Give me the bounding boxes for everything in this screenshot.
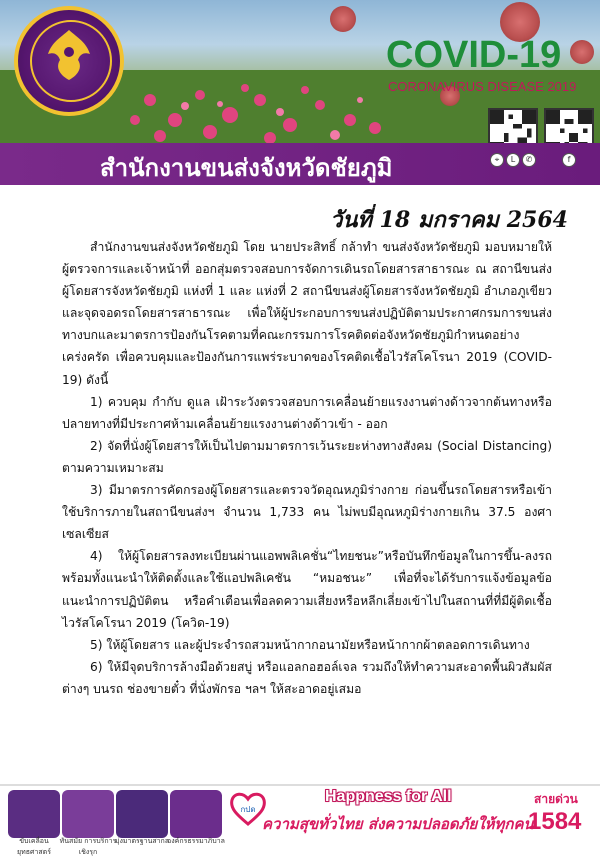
- strategy-logo-label: ขับเคลื่อนยุทธศาสตร์: [17, 837, 51, 856]
- measure-item-3: 3) มีมาตรการคัดกรองผู้โดยสารและตรวจวัดอุณหภูมิร่างกาย ก่อนขึ้นรถโดยสารหรือเข้าใช้บริการภายในสถานีขนส่งฯ จำนวน 1,733 คน ไม่พบมีอุณหภูมิร่างกายเกิน 37.5 องศาเซลเซียส: [62, 483, 552, 542]
- strategy-logo: [8, 790, 60, 838]
- garuda-emblem-icon: [38, 24, 100, 86]
- phone-icon[interactable]: ✆: [522, 153, 536, 167]
- heart-logo-label: กปด: [240, 805, 256, 814]
- covid-subtitle: CORONAVIRUS DISEASE 2019: [388, 79, 577, 94]
- measure-item-4: 4) ให้ผู้โดยสารลงทะเบียนผ่านแอพพลิเคชั่น“ไทยชนะ”หรือบันทึกข้อมูลในการขึ้น-ลงรถ พร้อมทั้งแนะนำให้ติดตั้งและใช้แอปพลิเคชัน “หมอชนะ” เพื่อที่จะได้รับการแจ้งข้อมูลข้อแนะนำการปฏิบัติตน หรือคำเตือนเพื่อลดความเสี่ยงหรือหลีกเลี่ยงเข้าไปในสถานที่ที่มีผู้ติดเชื้อไวรัสโคโรนา 2019 (โควิด-19): [62, 549, 552, 630]
- line-icon[interactable]: L: [506, 153, 520, 167]
- intro-paragraph: สำนักงานขนส่งจังหวัดชัยภูมิ โดย นายประสิทธิ์ กล้าทำ ขนส่งจังหวัดชัยภูมิ มอบหมายให้ผู้ตรวจการและเจ้าหน้าที่ ออกสุ่มตรวจสอบการจัดการเดินรถโดยสารสาธารณะ ณ สถานีขนส่งผู้โดยสารจังหวัดชัยภูมิ แห่งที่ 1 และ แห่งที่ 2 สถานีขนส่งผู้โดยสารจังหวัดชัยภูมิ อำเภอภูเขียว และจุดจอดรถโดยสารสาธารณะ เพื่อให้ผู้ประกอบการขนส่งปฏิบัติตามประกาศกรมการขนส่งทางบกและมาตรการป้องกันโรคตามที่คณะกรรมการโรคติดต่อจังหวัดชัยภูมิกำหนดอย่างเคร่งครัด เพื่อควบคุมและป้องกันการแพร่ระบาดของโรคติดเชื้อไวรัสโคโรนา 2019 (COVID-19) ดังนี้: [62, 240, 552, 387]
- location-icon[interactable]: ⌖: [490, 153, 504, 167]
- good-governance-logo: [170, 790, 222, 838]
- measure-item-5: 5) ให้ผู้โดยสาร และผู้ประจำรถสวมหน้ากากอนามัยหรือหน้ากากผ้าตลอดการเดินทาง: [90, 637, 530, 652]
- virus-icon: [330, 6, 356, 32]
- office-name-title: สำนักงานขนส่งจังหวัดชัยภูมิ: [100, 154, 393, 182]
- measure-item-2: 2) จัดที่นั่งผู้โดยสารให้เป็นไปตามมาตรการเว้นระยะห่างทางสังคม (Social Distancing) ตามความเหมาะสม: [62, 438, 552, 475]
- virus-icon: [570, 40, 594, 64]
- good-governance-logo-label: องค์กรธรรมาภิบาล: [167, 837, 225, 845]
- department-seal-logo: [14, 6, 124, 116]
- facebook-icon[interactable]: f: [562, 153, 576, 167]
- announcement-date: วันที่ 18 มกราคม 2564: [330, 207, 568, 233]
- safety-slogan: ความสุขทั่วไทย ส่งความปลอดภัยให้ทุกคน: [262, 815, 534, 833]
- measure-item-1: 1) ควบคุม กำกับ ดูแล เฝ้าระวังตรวจสอบการเคลื่อนย้ายแรงงานต่างด้าวจากต้นทางหรือปลายทางที่มีประกาศห้ามเคลื่อนย้ายแรงงานต่างด้าวเข้า - ออก: [62, 394, 552, 431]
- modern-service-logo-label: ทันสมัย การบริการเชิงรุก: [59, 837, 117, 856]
- hotline-label: สายด่วน: [534, 792, 578, 806]
- covid-title: COVID-19: [386, 34, 562, 76]
- announcement-body: [62, 236, 552, 700]
- hotline-number[interactable]: 1584: [528, 808, 582, 835]
- international-standard-logo-label: มุ่งมาตรฐานสากล: [114, 837, 170, 845]
- modern-service-logo: [62, 790, 114, 838]
- international-standard-logo: [116, 790, 168, 838]
- happiness-for-all-text: Happness for All: [325, 788, 452, 805]
- measure-item-6: 6) ให้มีจุดบริการล้างมือด้วยสบู่ หรือแอลกอฮอล์เจล รวมถึงให้ทำความสะอาดพื้นผิวสัมผัสต่างๆ บนรถ ช่องขายตั๋ว ที่นั่งพักรอ ฯลฯ ให้สะอาดอยู่เสมอ: [62, 659, 552, 696]
